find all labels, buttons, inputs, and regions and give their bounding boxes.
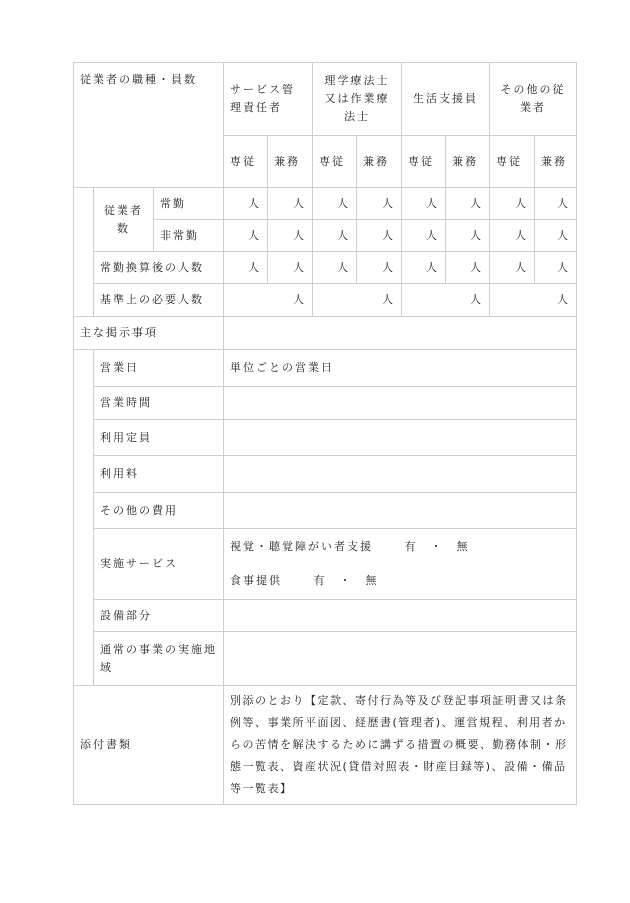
notices-title: 主な掲示事項 [74, 317, 224, 350]
full-time-header: 専従 [490, 136, 535, 188]
fee-label: 利用料 [94, 456, 224, 493]
role-service-manager: サービス管理責任者 [224, 63, 313, 136]
unit-cell: 人 [402, 188, 446, 220]
unit-cell: 人 [268, 220, 313, 252]
business-days-label: 営業日 [94, 350, 224, 387]
unit-cell: 人 [224, 220, 268, 252]
unit-cell: 人 [224, 188, 268, 220]
business-days-value: 単位ごとの営業日 [224, 350, 577, 387]
facilities-value [224, 600, 577, 632]
fee-value [224, 456, 577, 493]
unit-cell: 人 [357, 188, 402, 220]
dual-header: 兼務 [446, 136, 490, 188]
attachments-label: 添付書類 [74, 686, 224, 805]
service-area-label: 通常の事業の実施地域 [94, 632, 224, 686]
unit-cell: 人 [313, 188, 357, 220]
fulltime-label: 常勤 [154, 188, 224, 220]
dual-header: 兼務 [357, 136, 402, 188]
indent-cell [74, 350, 94, 686]
unit-cell: 人 [446, 188, 490, 220]
notices-title-value [224, 317, 577, 350]
role-other-staff: その他の従業者 [490, 63, 577, 136]
unit-cell: 人 [357, 220, 402, 252]
services-line-meals: 食事提供 有 ・ 無 [230, 574, 379, 587]
business-hours-value [224, 387, 577, 420]
staff-notice-table [73, 62, 577, 805]
full-time-header: 専従 [224, 136, 268, 188]
service-area-value [224, 632, 577, 686]
full-time-header: 専従 [313, 136, 357, 188]
unit-cell: 人 [446, 252, 490, 284]
converted-count-label: 常勤換算後の人数 [94, 252, 224, 284]
dual-header: 兼務 [268, 136, 313, 188]
unit-cell: 人 [490, 220, 535, 252]
attachments-text: 別添のとおり【定款、寄付行為等及び登記事項証明書又は条例等、事業所平面図、経歴書(管理者)、運営規程、利用者からの苦情を解決するために講ずる措置の概要、勤務体制・形態一覧表、資産状況(貸借対照表・財産目録等)、設備・備品等一覧表】 [224, 686, 577, 805]
facilities-label: 設備部分 [94, 600, 224, 632]
unit-cell: 人 [224, 252, 268, 284]
unit-cell: 人 [490, 284, 577, 317]
employee-count-label: 従業者数 [94, 188, 154, 252]
capacity-label: 利用定員 [94, 420, 224, 456]
unit-cell: 人 [402, 252, 446, 284]
parttime-label: 非常勤 [154, 220, 224, 252]
full-time-header: 専従 [402, 136, 446, 188]
unit-cell: 人 [402, 220, 446, 252]
unit-cell: 人 [313, 220, 357, 252]
role-therapist: 理学療法士又は作業療法士 [313, 63, 402, 136]
business-hours-label: 営業時間 [94, 387, 224, 420]
unit-cell: 人 [268, 188, 313, 220]
other-costs-value [224, 493, 577, 529]
unit-cell: 人 [357, 252, 402, 284]
services-value [224, 529, 577, 600]
unit-cell: 人 [268, 252, 313, 284]
capacity-value [224, 420, 577, 456]
unit-cell: 人 [535, 252, 577, 284]
indent-cell [74, 188, 94, 317]
other-costs-label: その他の費用 [94, 493, 224, 529]
services-label: 実施サービス [94, 529, 224, 600]
services-line-visual-hearing: 視覚・聴覚障がい者支援 有 ・ 無 [230, 540, 470, 553]
staff-title: 従業者の職種・員数 [74, 63, 224, 188]
unit-cell: 人 [535, 188, 577, 220]
dual-header: 兼務 [535, 136, 577, 188]
unit-cell: 人 [224, 284, 313, 317]
unit-cell: 人 [535, 220, 577, 252]
unit-cell: 人 [490, 252, 535, 284]
unit-cell: 人 [490, 188, 535, 220]
unit-cell: 人 [313, 252, 357, 284]
role-life-support: 生活支援員 [402, 63, 490, 136]
required-count-label: 基準上の必要人数 [94, 284, 224, 317]
unit-cell: 人 [446, 220, 490, 252]
unit-cell: 人 [313, 284, 402, 317]
unit-cell: 人 [402, 284, 490, 317]
